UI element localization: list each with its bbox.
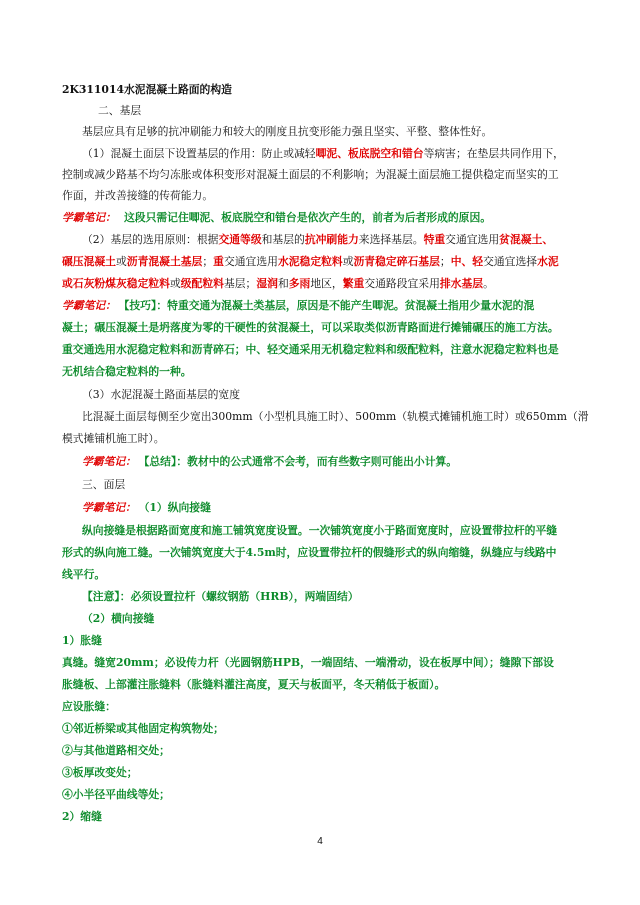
p7-subtitle: 2）缩缝 [62,810,102,823]
base-intro: 基层应具有足够的抗冲刷能力和较大的刚度且抗变形能力强且坚实、平整、整体性好。 [82,125,493,138]
p5-line1: 真缝。缝宽20mm；必设传力杆（光圆钢筋HPB，一端固结、一端滑动，设在板厚中间）；缝隙下部设 [62,656,554,669]
p1-line2: 控制或减少路基不均匀冻胀或体积变形对混凝土面层的不利影响；为混凝土面层施工提供稳定而坚实的工 [62,168,559,181]
p3-title: （3）水泥混凝土路面基层的宽度 [82,388,241,401]
p5-title: （2）横向接缝 [82,612,155,625]
note-2-line1: 学霸笔记： 【技巧】：特重交通为混凝土类基层，原因是不能产生唧泥。贫混凝土指用少量水泥的混 [62,299,535,312]
p2-line3: 或石灰粉煤灰稳定粒料或级配粒料基层；湿润和多雨地区，繁重交通路段宜采用排水基层。 [62,277,494,290]
p5-subtitle: 1）胀缝 [62,634,102,647]
p1-line1: （1）混凝土面层下设置基层的作用：防止或减轻唧泥、板底脱空和错台等病害；在垫层共同作用下， [82,147,564,160]
p4-line3: 线平行。 [62,568,106,581]
p2-line1: （2）基层的选用原则：根据交通等级和基层的抗冲刷能力来选择基层。特重交通宜选用贫混凝土、 [82,233,554,246]
p1-line3: 作面，并改善接缝的传荷能力。 [62,189,214,202]
note-5: 【注意】：必须设置拉杆（螺纹钢筋（HRB），两端固结） [82,590,359,603]
list-item: ④小半径平曲线等处； [62,788,170,801]
heading-surface: 三、面层 [82,478,126,491]
p4-line1: 纵向接缝是根据路面宽度和施工铺筑宽度设置。一次铺筑宽度小于路面宽度时，应设置带拉杆的平缝 [82,524,558,537]
list-item: ①邻近桥梁或其他固定构筑物处； [62,722,224,735]
section-title: 2K311014水泥混凝土路面的构造 [62,83,232,96]
p6-title: 应设胀缝： [62,700,116,713]
note-2-line2: 凝土；碾压混凝土是坍落度为零的干硬性的贫混凝土，可以采取类似沥青路面进行摊铺碾压的施工方法。 [62,321,559,334]
p3-line2: 模式摊铺机施工时）。 [62,432,165,445]
list-item: ③板厚改变处； [62,766,138,779]
note-2-line3: 重交通选用水泥稳定粒料和沥青碎石；中、轻交通采用无机稳定粒料和级配粒料，注意水泥稳定粒料也是 [62,343,559,356]
note-label: 学霸笔记： [62,211,116,224]
heading-base: 二、基层 [98,104,142,117]
note-4: 学霸笔记： （1）纵向接缝 [82,501,211,514]
page-number: 4 [317,836,323,847]
note-3: 学霸笔记： 【总结】：教材中的公式通常不会考，而有些数字则可能出小计算。 [82,455,458,468]
p3-line1: 比混凝土面层每侧至少宽出300mm（小型机具施工时）、500mm（轨模式摊铺机施工时）或650mm（滑 [82,410,589,423]
p2-line2: 碾压混凝土或沥青混凝土基层；重交通宜选用水泥稳定粒料或沥青稳定碎石基层；中、轻交通宜选择水泥 [62,255,559,268]
list-item: ②与其他道路相交处； [62,744,170,757]
note-2-line4: 无机结合稳定粒料的一种。 [62,365,192,378]
note-1: 学霸笔记： 这段只需记住唧泥、板底脱空和错台是依次产生的，前者为后者形成的原因。 [62,211,492,224]
p4-line2: 形式的纵向施工缝。一次铺筑宽度大于4.5m时，应设置带拉杆的假缝形式的纵向缩缝，纵缝应与线路中 [62,546,557,559]
p5-line2: 胀缝板、上部灌注胀缝料（胀缝料灌注高度，夏天与板面平，冬天稍低于板面）。 [62,678,446,691]
